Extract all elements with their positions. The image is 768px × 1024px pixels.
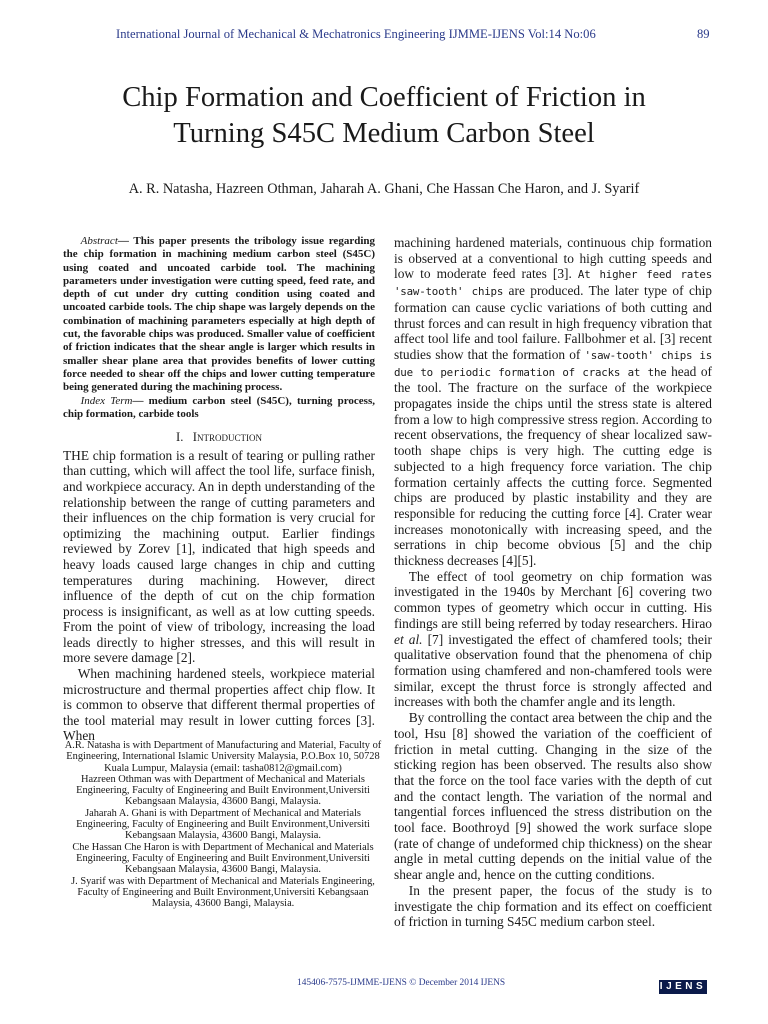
text-run: The effect of tool geometry on chip formation was investigated in the 1940s by Merchant [6] covering two common types of geometry which occur in cutting. His findings are still being referred by today researchers. Hirao: [394, 568, 712, 631]
text-run: [7] investigated the effect of chamfered tools; their qualitative observation found that the phenomena of chip formation using chamfered and non-chamfered tools were similar, except the thrust force is strongly affected and increases with both the chamfer angle and its length.: [394, 631, 713, 710]
footnote: Che Hassan Che Haron is with Department of Mechanical and Materials Engineering, Faculty of Engineering and Built Environment,Universiti Kebangsaan Malaysia, 43600 Bangi, Malaysia.: [72, 841, 374, 876]
author-affiliations: [58, 740, 388, 909]
paragraph: [394, 235, 712, 569]
section-number: I.: [176, 430, 184, 445]
paper-title: [40, 80, 728, 152]
et-al: et al.: [394, 631, 423, 647]
left-column: [63, 235, 375, 744]
title-line: Chip Formation and Coefficient of Friction in: [122, 82, 646, 113]
text-run: head of the tool. The fracture on the surface of the workpiece propagates inside the chips until the stress state is altered from a low to high compressive stress region. According to recent observations, the frequency of shear localized saw-tooth shape chips is very high. The cutting edge is subjected to a high frequency force variation. The chip formation certainly affects the cutting force. Segmented chips are produced by plastic instability and they are responsible for reducing the cutting force [4]. Crater wear increases monotonically with increasing speed, and the serrations in chip become obvious [5] and the chip thickness decreases [4][5].: [394, 363, 712, 569]
paragraph: THE chip formation is a result of tearing or pulling rather than cutting, which will affect the tool life, surface finish, and workpiece accuracy. An in depth understanding of the relationship between the range of cutting parameters and their influences on the chip formation is very crucial for optimizing the machining output. Earlier findings reviewed by Zorev [1], indicated that high speeds and heavy loads caused large changes in chip and cutting temperatures during machining. However, direct influence of the depth of cut on the chip formation process is insignificant, as well as at low cutting speeds. From the point of view of tribology, increasing the load leads directly to higher stresses, and this will result in more severe damage [2].: [63, 447, 375, 666]
footnote: A.R. Natasha is with Department of Manufacturing and Material, Faculty of Engineering, International Islamic University Malaysia, P.O.Box 10, 50728 Kuala Lumpur, Malaysia (email: tasha0812@gmail.com): [64, 740, 382, 774]
text-run: machining hardened materials, continuous chip formation is observed at a conventional to high cutting speeds and low to moderate feed rates [3].: [394, 235, 712, 282]
abstract-text: — This paper presents the tribology issue regarding the chip formation in machining medium carbon steel (S45C) using coated and uncoated carbide tool. The machining parameters under investigation were cutting speed, feed rate, and depth of cut under dry cutting condition using coated and uncoated carbide tools. The chip shape was largely depends on the combination of machining parameters especially at high depth of cut, the favorable chips was produced. Smaller value of coefficient of friction indicates that the shear angle is larger which results in smaller shear plane area that provides benefits of lower cutting force needed to shear off the chips and lower cutting temperature being generated during the machining process.: [63, 235, 375, 394]
section-heading: [63, 430, 375, 446]
right-column: [394, 235, 712, 930]
paragraph: [394, 569, 712, 710]
index-terms: [63, 395, 375, 422]
page-header: [0, 27, 768, 43]
abstract-label: Abstract: [80, 235, 118, 247]
footnote: Hazreen Othman was with Department of Mechanical and Materials Engineering, Faculty of Engineering and Built Environment,Universiti Kebangsaan Malaysia, 43600 Bangi, Malaysia.: [76, 773, 370, 808]
index-terms-label: Index Term: [80, 394, 133, 407]
footnote: J. Syarif was with Department of Mechanical and Materials Engineering, Faculty of Engineering and Built Environment,Universiti Kebangsaan Malaysia, 43600 Bangi, Malaysia.: [71, 875, 375, 910]
author-list: A. R. Natasha, Hazreen Othman, Jaharah A. Ghani, Che Hassan Che Haron, and J. Syarif: [128, 181, 640, 197]
highlighted-text: 'saw-tooth' chips is due to periodic formation of cracks at the: [394, 348, 712, 379]
journal-name: International Journal of Mechanical & Mechatronics Engineering IJMME-IJENS Vol:14 No:06: [116, 27, 596, 41]
index-terms-text: — medium carbon steel (S45C), turning process, chip formation, carbide tools: [63, 394, 375, 420]
text-run: are produced. The later type of chip formation can cause cyclic variations of both cutting and thrust forces and can result in high frequency vibration that affect tool life and tool failure. Fallbohmer et al. [3] recent studies show that the formation of: [394, 283, 713, 362]
copyright-notice: 145406-7575-IJMME-IJENS © December 2014 IJENS: [297, 978, 506, 988]
section-title: Introduction: [192, 430, 262, 445]
highlighted-text: At higher feed rates 'saw-tooth' chips: [394, 268, 712, 299]
ijens-logo: IJENS: [659, 981, 707, 992]
abstract: [63, 235, 375, 395]
page-number: 89: [697, 27, 710, 41]
footnote: Jaharah A. Ghani is with Department of Mechanical and Materials Engineering, Faculty of Engineering and Built Environment,Universiti Kebangsaan Malaysia, 43600 Bangi, Malaysia.: [76, 807, 370, 842]
paragraph: When machining hardened steels, workpiece material microstructure and thermal properties affect chip flow. It is common to observe that different thermal properties of the tool material may result in lower cutting forces [3]. When: [63, 666, 375, 744]
title-line: Turning S45C Medium Carbon Steel: [173, 118, 595, 149]
intro-body: [63, 448, 375, 744]
paragraph: In the present paper, the focus of the study is to investigate the chip formation and its effect on coefficient of friction in turning S45C medium carbon steel.: [394, 882, 712, 930]
paragraph: By controlling the contact area between the chip and the tool, Hsu [8] showed the variation of the coefficient of friction in metal cutting. Changing in the size of the sticking region has been observed. The results also show that the force on the tool face varies with the depth of cut and the contact length. The variation of the normal and tangential forces influenced the stress distribution on the tool face. Boothroyd [9] showed the work surface slope (rate of change of undeformed chip thickness) on the shear angle in metal cutting depends on the initial value of the shear angle and, hence on the cutting conditions.: [394, 710, 712, 883]
